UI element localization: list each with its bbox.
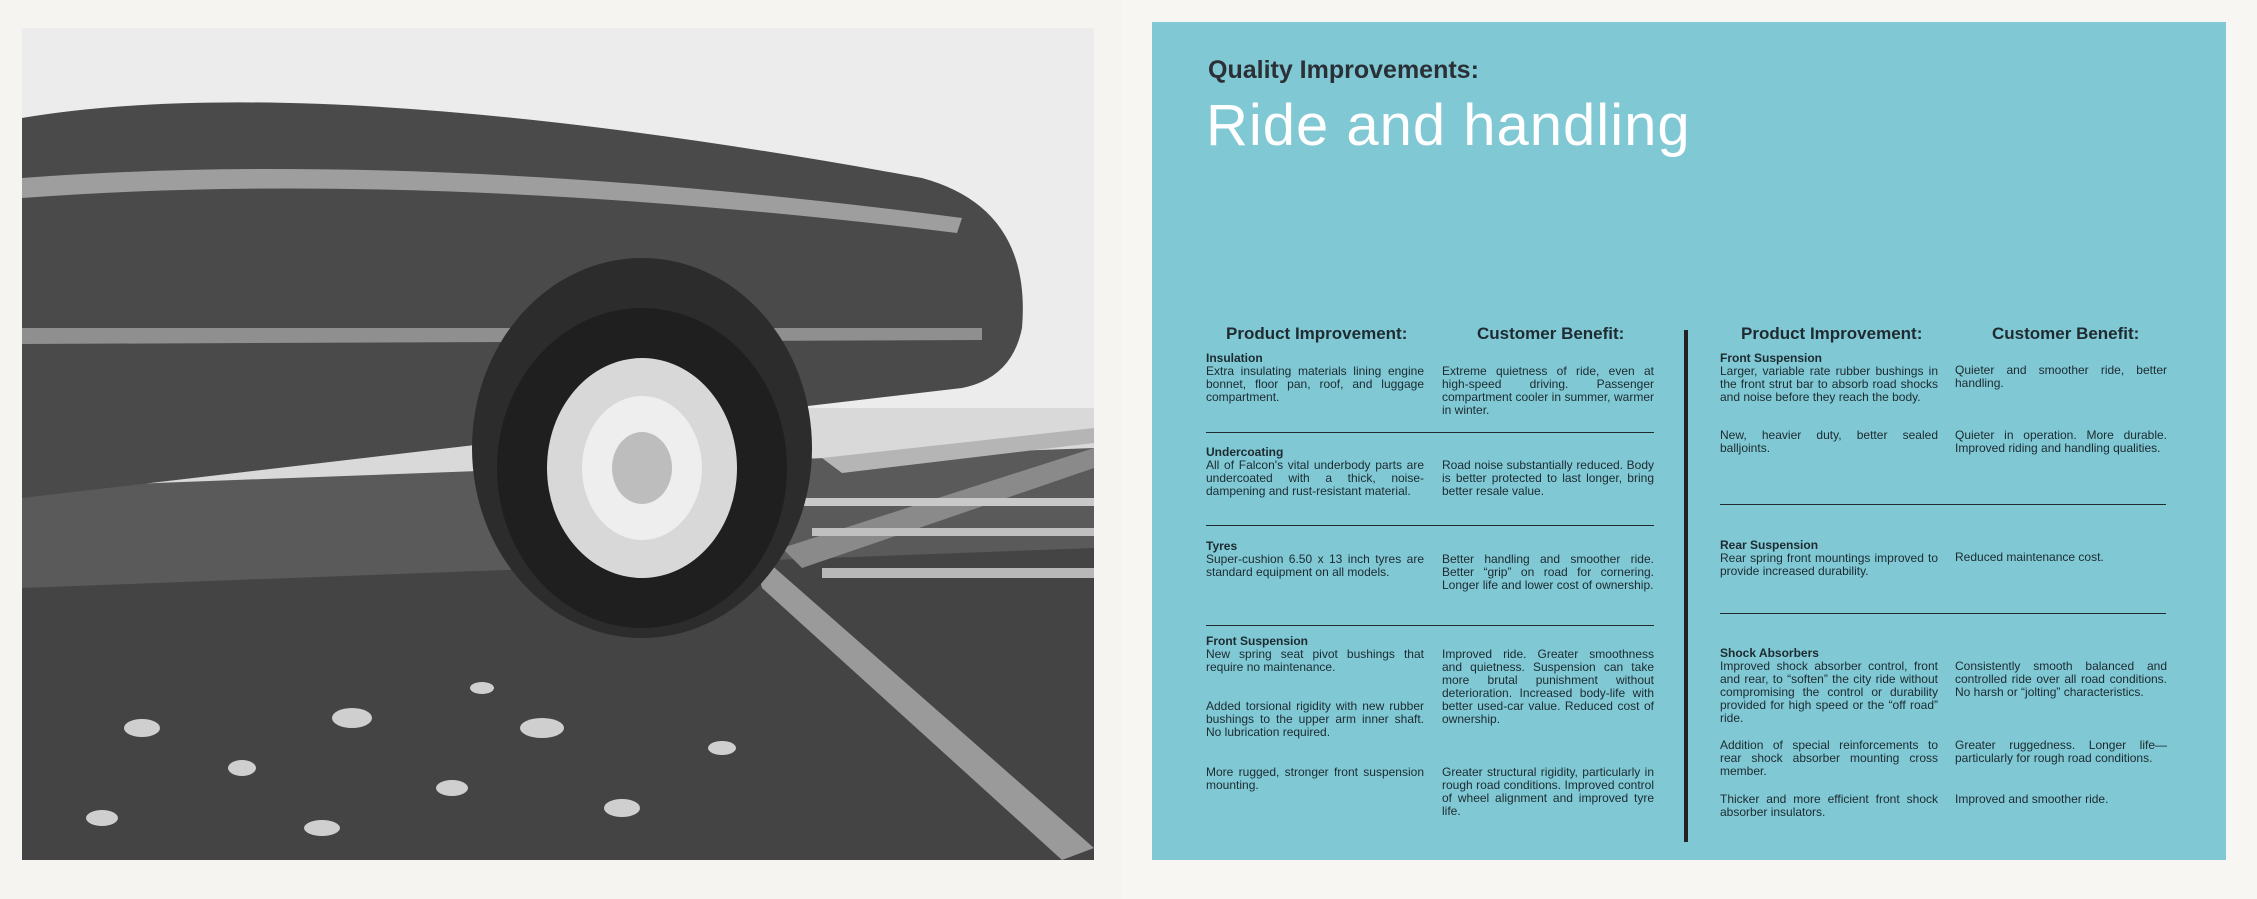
left-row-mounting — [1206, 766, 1424, 792]
row-label: Front Suspension — [1720, 351, 1822, 365]
right-benefit-shock-absorbers — [1955, 660, 2167, 699]
left-benefit-tyres — [1442, 553, 1654, 592]
row-benefit: Greater structural rigidity, particularly in rough road conditions. Improved control of wheel alignment and improved tyre life. — [1442, 765, 1654, 818]
row-improvement: All of Falcon's vital underbody parts are undercoated with a thick, noise-dampening and rust-resistant material. — [1206, 458, 1424, 498]
row-separator — [1206, 625, 1654, 626]
row-improvement: New spring seat pivot bushings that require no maintenance. — [1206, 647, 1424, 674]
right-row-balljoints — [1720, 429, 1938, 455]
row-label: Insulation — [1206, 351, 1263, 365]
row-benefit: Consistently smooth balanced and controlled ride over all road conditions. No harsh or “jolting” characteristics. — [1955, 659, 2167, 699]
row-label: Rear Suspension — [1720, 538, 1819, 552]
left-row-front-suspension — [1206, 635, 1424, 674]
left-row-tyres — [1206, 540, 1424, 579]
row-separator — [1206, 432, 1654, 433]
left-product-heading: Product Improvement: — [1226, 324, 1408, 343]
left-row-insulation — [1206, 352, 1424, 404]
right-row-shock-absorbers — [1720, 647, 1938, 725]
row-improvement: Extra insulating materials lining engine bonnet, floor pan, roof, and luggage compartment. — [1206, 364, 1424, 404]
row-separator — [1720, 613, 2166, 614]
left-benefit-insulation — [1442, 365, 1654, 417]
row-improvement: Addition of special reinforcements to rear shock absorber mounting cross member. — [1720, 738, 1938, 778]
row-benefit: Improved ride. Greater smoothness and quietness. Suspension can take more brutal punishment without deterioration. Increased body-life with better used-car value. Reduced cost of ownership. — [1442, 647, 1654, 726]
row-label: Shock Absorbers — [1720, 646, 1819, 660]
right-row-insulators — [1720, 793, 1938, 819]
right-row-rear-suspension — [1720, 539, 1938, 578]
row-benefit: Greater ruggedness. Longer life—particularly for rough road conditions. — [1955, 738, 2167, 765]
left-benefit-mounting — [1442, 766, 1654, 818]
column-divider — [1684, 330, 1688, 842]
row-label: Undercoating — [1206, 445, 1284, 459]
right-page — [1122, 0, 2257, 899]
right-row-reinforcements — [1720, 739, 1938, 778]
row-improvement: Super-cushion 6.50 x 13 inch tyres are standard equipment on all models. — [1206, 552, 1424, 579]
row-label: Tyres — [1206, 539, 1238, 553]
row-improvement: Improved shock absorber control, front and rear, to “soften” the city ride without compromising the control or durability provided for high speed or the “off road” ride. — [1720, 659, 1938, 725]
section-kicker: Quality Improvements: — [1208, 56, 1479, 84]
left-page — [0, 0, 1122, 899]
right-benefit-insulators — [1955, 793, 2167, 806]
left-row-torsional — [1206, 700, 1424, 739]
right-benefit-heading: Customer Benefit: — [1992, 324, 2140, 343]
photo-illustration — [22, 28, 1094, 860]
right-benefit-rear-suspension — [1955, 551, 2167, 564]
left-benefit-front-suspension — [1442, 648, 1654, 726]
row-benefit: Better handling and smoother ride. Better “grip” on road for cornering. Longer life and lower cost of ownership. — [1442, 552, 1654, 592]
right-product-heading: Product Improvement: — [1741, 324, 1923, 343]
left-benefit-heading: Customer Benefit: — [1477, 324, 1625, 343]
page-title: Ride and handling — [1206, 93, 1691, 158]
row-separator — [1720, 504, 2166, 505]
right-benefit-front-suspension — [1955, 364, 2167, 390]
row-improvement: New, heavier duty, better sealed balljoints. — [1720, 428, 1938, 455]
right-benefit-reinforcements — [1955, 739, 2167, 765]
right-row-front-suspension — [1720, 352, 1938, 404]
row-benefit: Quieter and smoother ride, better handling. — [1955, 363, 2167, 390]
car-on-tracks-photo — [22, 28, 1094, 860]
right-benefit-balljoints — [1955, 429, 2167, 455]
row-improvement: Thicker and more efficient front shock absorber insulators. — [1720, 792, 1938, 819]
left-row-undercoating — [1206, 446, 1424, 498]
row-improvement: More rugged, stronger front suspension mounting. — [1206, 765, 1424, 792]
row-benefit: Extreme quietness of ride, even at high-speed driving. Passenger compartment cooler in summer, warmer in winter. — [1442, 364, 1654, 417]
row-label: Front Suspension — [1206, 634, 1308, 648]
row-benefit: Road noise substantially reduced. Body is better protected to last longer, bring better resale value. — [1442, 458, 1654, 498]
row-improvement: Added torsional rigidity with new rubber bushings to the upper arm inner shaft. No lubrication required. — [1206, 699, 1424, 739]
row-benefit: Quieter in operation. More durable. Improved riding and handling qualities. — [1955, 428, 2167, 455]
ride-handling-panel — [1152, 22, 2226, 860]
row-improvement: Larger, variable rate rubber bushings in the front strut bar to absorb road shocks and noise before they reach the body. — [1720, 364, 1938, 404]
row-benefit: Improved and smoother ride. — [1955, 792, 2109, 806]
row-benefit: Reduced maintenance cost. — [1955, 550, 2104, 564]
left-benefit-undercoating — [1442, 459, 1654, 498]
row-separator — [1206, 525, 1654, 526]
row-improvement: Rear spring front mountings improved to provide increased durability. — [1720, 551, 1938, 578]
